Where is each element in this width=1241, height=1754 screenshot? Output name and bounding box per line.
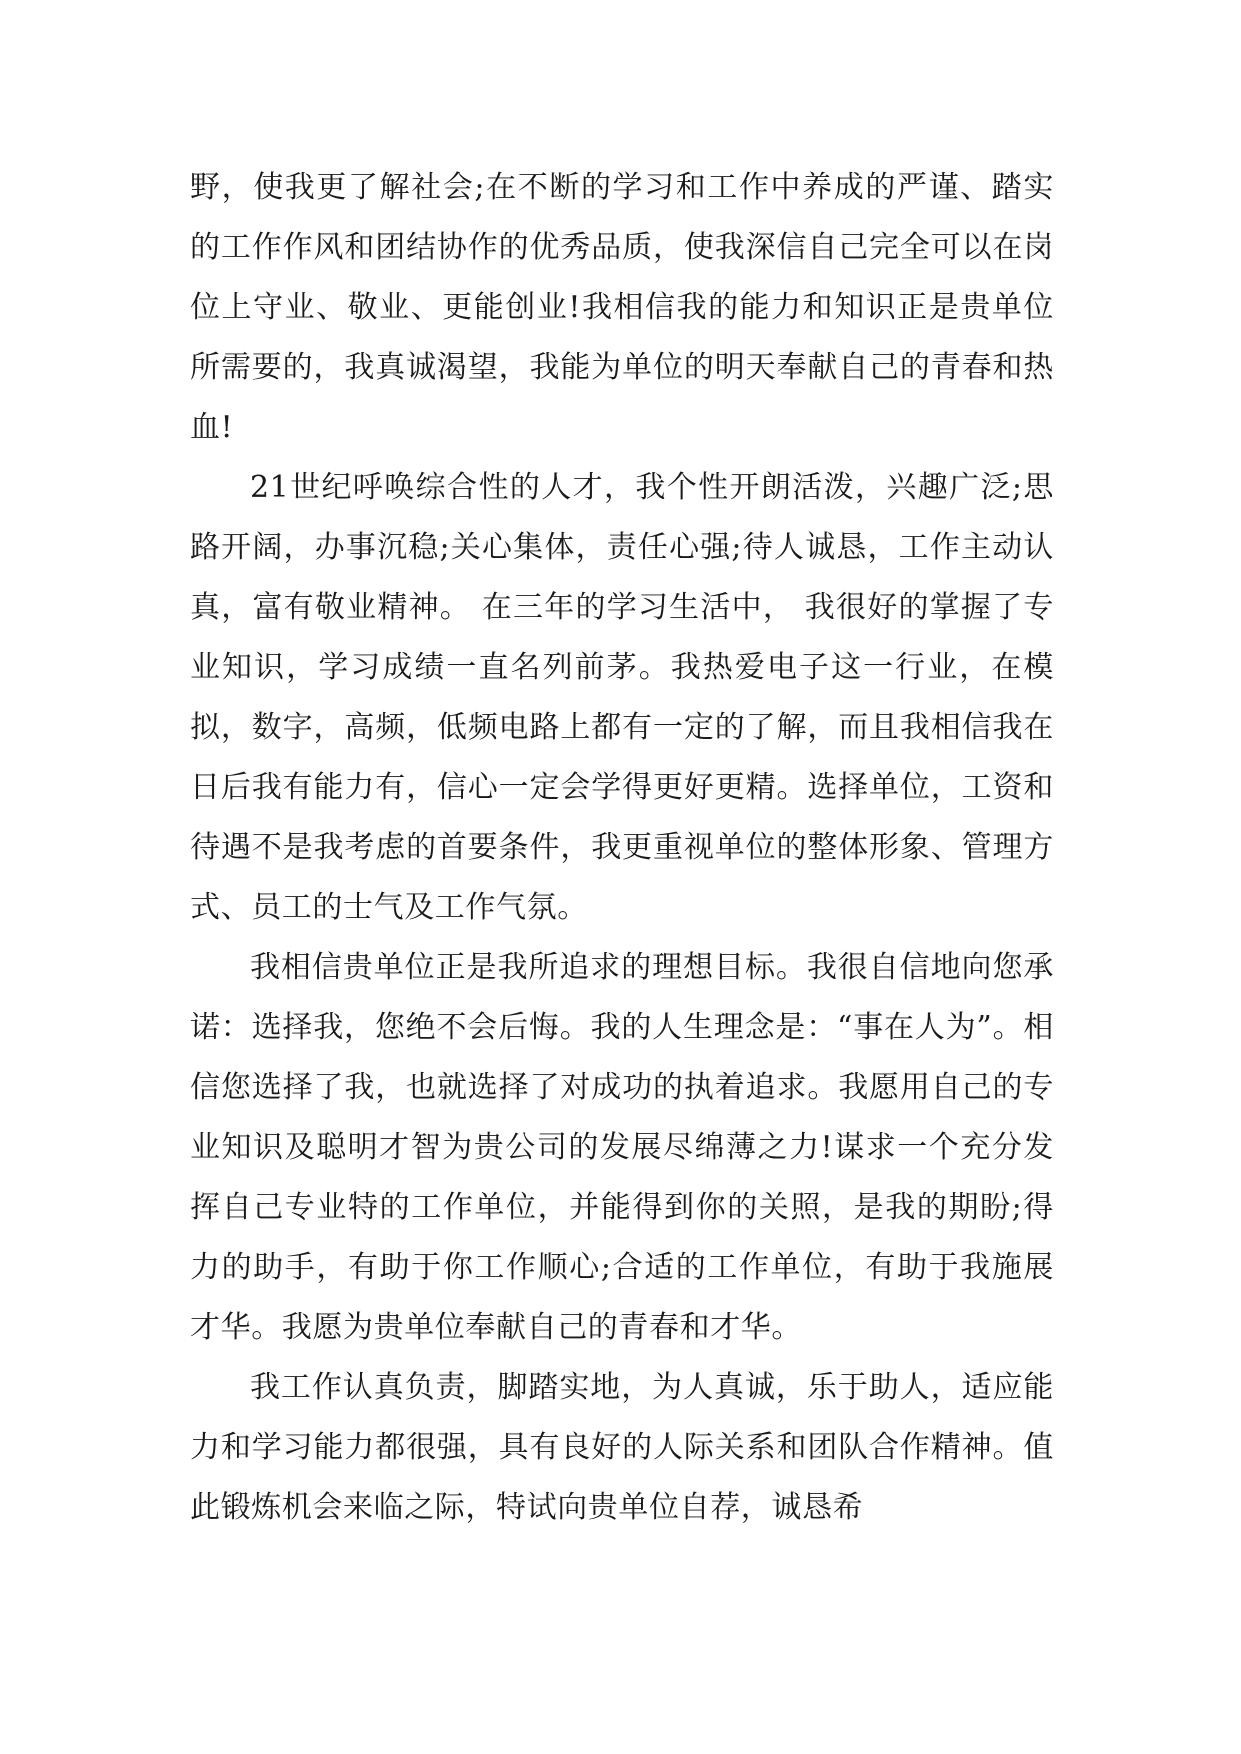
paragraph-commitment: 我相信贵单位正是我所追求的理想目标。我很自信地向您承诺：选择我，您绝不会后悔。我的人生理念是：“事在人为”。相信您选择了我，也就选择了对成功的执着追求。我愿用自己的专业知识及聪明才智为贵公司的发展尽绵薄之力!谋求一个充分发挥自己专业特的工作单位，并能得到你的关照，是我的期盼;得力的助手，有助于你工作顺心;合适的工作单位，有助于我施展才华。我愿为贵单位奉献自己的青春和才华。: [190, 950, 1054, 1345]
paragraph-self-recommendation: 我工作认真负责，脚踏实地，为人真诚，乐于助人，适应能力和学习能力都很强，具有良好的人际关系和团队合作精神。值此锻炼机会来临之际，特试向贵单位自荐，诚恳希: [190, 1370, 1054, 1525]
paragraph-continuation: 野，使我更了解社会;在不断的学习和工作中养成的严谨、踏实的工作作风和团结协作的优秀品质，使我深信自己完全可以在岗位上守业、敬业、更能创业!我相信我的能力和知识正是贵单位所需要的，我真诚渴望，我能为单位的明天奉献自己的青春和热血!: [190, 170, 1054, 445]
body-text: [190, 158, 1054, 1538]
paragraph-personality: 21世纪呼唤综合性的人才，我个性开朗活泼，兴趣广泛;思路开阔，办事沉稳;关心集体，责任心强;待人诚恳，工作主动认真，富有敬业精神。 在三年的学习生活中， 我很好的掌握了专业知识，学习成绩一直名列前茅。我热爱电子这一行业，在模拟，数字，高频，低频电路上都有一定的了解，而且我相信我在日后我有能力有，信心一定会学得更好更精。选择单位，工资和待遇不是我考虑的首要条件，我更重视单位的整体形象、管理方式、员工的士气及工作气氛。: [190, 470, 1054, 925]
